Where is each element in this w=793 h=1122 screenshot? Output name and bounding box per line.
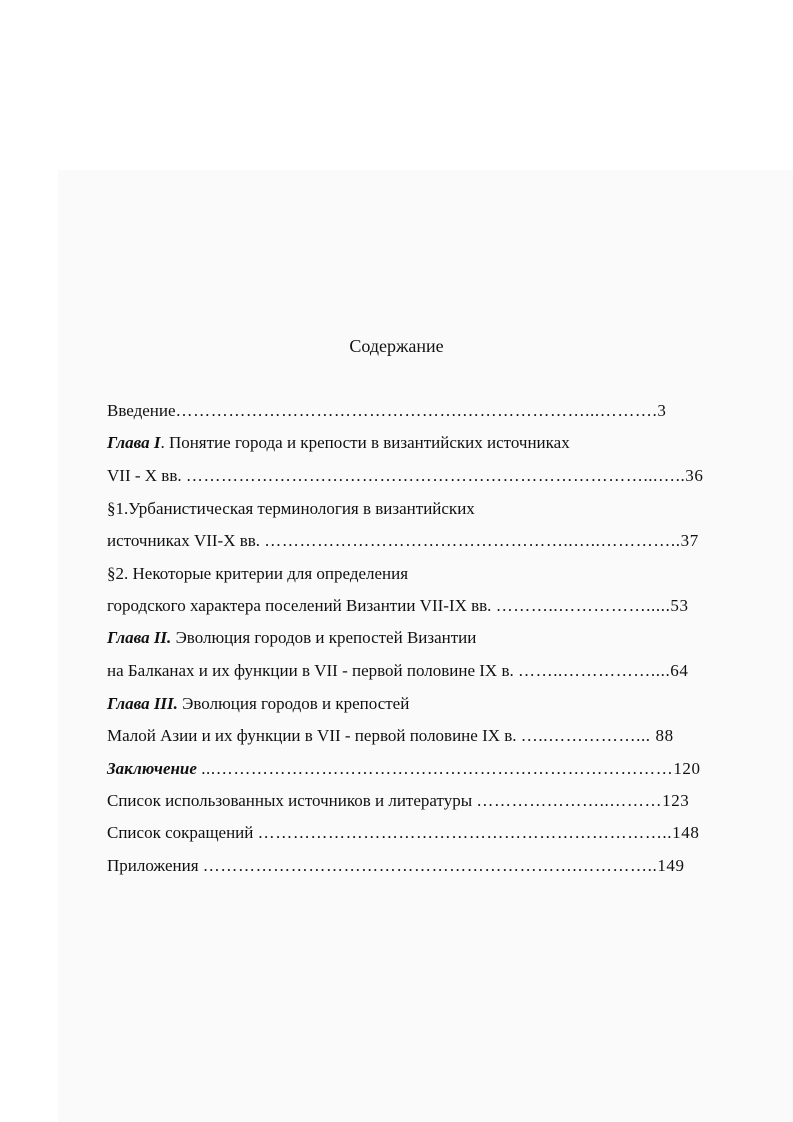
toc-entry-leader: ………..…………….....53 bbox=[495, 596, 689, 615]
toc-entry-section-1-cont[interactable] bbox=[107, 531, 699, 551]
toc-entry-text: источниках VII-X вв. bbox=[107, 531, 265, 550]
toc-entry-chapter-2-cont[interactable] bbox=[107, 661, 689, 681]
toc-entry-section-2-cont[interactable] bbox=[107, 596, 689, 616]
toc-entry-bold: Заключение bbox=[107, 759, 197, 778]
toc-entry-section-1[interactable] bbox=[107, 499, 475, 519]
toc-entry-leader: ……..……………....64 bbox=[518, 661, 689, 680]
toc-entry-leader: ……………………………………………………….…………..149 bbox=[202, 856, 685, 875]
toc-entry-text: Список использованных источников и литературы bbox=[107, 791, 477, 810]
toc-entry-text: Эволюция городов и крепостей bbox=[177, 694, 410, 713]
toc-entry-section-2[interactable] bbox=[107, 564, 408, 584]
toc-entry-leader: ……………………………………………………………..148 bbox=[257, 823, 700, 842]
toc-entry-text: Эволюция городов и крепостей Византии bbox=[171, 628, 477, 647]
toc-entry-leader: ……………………………………………..…..…………..37 bbox=[264, 531, 699, 550]
toc-entry-chapter-1-cont[interactable] bbox=[107, 466, 704, 486]
toc-entry-sources[interactable] bbox=[107, 791, 689, 811]
toc-entry-text: Список сокращений bbox=[107, 823, 258, 842]
toc-entry-text: . Понятие города и крепости в византийских источниках bbox=[160, 433, 570, 452]
toc-entry-conclusion[interactable] bbox=[107, 759, 701, 779]
toc-entry-leader: …………………..………123 bbox=[476, 791, 690, 810]
toc-entry-leader: ………………………………………….…………………...……….3 bbox=[175, 401, 667, 420]
toc-entry-bold: Глава I bbox=[107, 433, 161, 452]
toc-entry-bold: Глава III. bbox=[107, 694, 178, 713]
toc-entry-text: VII - X вв. bbox=[107, 466, 186, 485]
toc-entry-leader: …..……………... 88 bbox=[520, 726, 674, 745]
toc-entry-chapter-1[interactable] bbox=[107, 433, 570, 453]
toc-entry-bold: Глава II. bbox=[107, 628, 172, 647]
toc-entry-text: городского характера поселений Византии VII-IX вв. bbox=[107, 596, 496, 615]
toc-entry-chapter-3-cont[interactable] bbox=[107, 726, 674, 746]
toc-entry-chapter-2[interactable] bbox=[107, 628, 476, 648]
toc-entry-text: на Балканах и их функции в VII - первой половине IX в. bbox=[107, 661, 518, 680]
toc-entry-chapter-3[interactable] bbox=[107, 694, 409, 714]
toc-entry-appendices[interactable] bbox=[107, 856, 685, 876]
toc-title: Содержание bbox=[349, 336, 444, 356]
toc-entry-leader: ……………………………………………………………………...…..36 bbox=[185, 466, 704, 485]
toc-entry-text: Малой Азии и их функции в VII - первой половине IX в. bbox=[107, 726, 521, 745]
toc-entry-introduction[interactable] bbox=[107, 401, 666, 421]
toc-entry-abbreviations[interactable] bbox=[107, 823, 699, 843]
toc-entry-text: §2. Некоторые критерии для определения bbox=[107, 564, 409, 583]
toc-entry-text: §1.Урбанистическая терминология в византийских bbox=[107, 499, 475, 518]
toc-entry-text: Приложения bbox=[107, 856, 203, 875]
toc-entry-leader: ...……………………………………………………………………120 bbox=[201, 759, 701, 778]
toc-entry-text: Введение bbox=[107, 401, 176, 420]
